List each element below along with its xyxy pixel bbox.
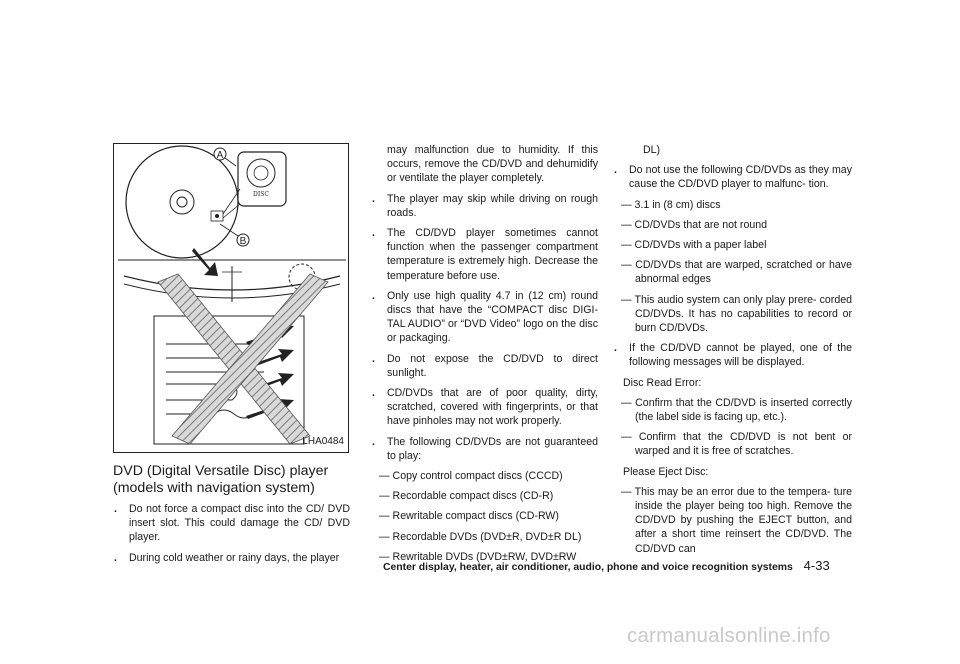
list-item-text: Only use high quality 4.7 in (12 cm) round discs that have the “COMPACT disc DIGI- TAL AUDIO” or “DVD Video” logo on the disc or packaging. [387,289,598,345]
sub-item: — This may be an error due to the tempera- ture inside the player being too high. Remove the CD/DVD by pushing the EJECT button, and after a short time reinsert the CD/DVD. The CD/DVD can [621,485,852,555]
footer-chapter-title: Center display, heater, air conditioner, audio, phone and voice recognition systems [383,562,793,573]
disc-illustration-graphic [114,144,350,454]
list-item-text: The CD/DVD player sometimes cannot function when the passenger compartment temperature is extremely high. Decrease the temperature before use. [387,227,598,282]
list-item-text: Do not expose the CD/DVD to direct sunlight. [387,352,598,379]
continuation-text: may malfunction due to humidity. If this occurs, remove the CD/DVD and dehumidify or ventilate the player completely. [387,144,598,185]
list-item-text: CD/DVDs that are of poor quality, dirty, scratched, covered with fingerprints, or that have pinholes may not work properly. [387,387,598,428]
sub-item: — 3.1 in (8 cm) discs [621,198,721,211]
list-item-text: If the CD/DVD cannot be played, one of the following messages will be displayed. [629,342,852,369]
sub-item: — Confirm that the CD/DVD is not bent or warped and it is free of scratches. [621,431,852,458]
section-heading [113,463,350,496]
disc-illustration [113,143,349,453]
list-item-text: Do not use the following CD/DVDs as they may cause the CD/DVD player to malfunc- tion. [629,164,852,191]
figure-label: LHA0484 [302,436,344,447]
bullet-icon: . [114,551,117,564]
bullet-icon: . [372,435,375,448]
disc-logo-text: DISC [253,191,269,198]
watermark: carmanualsonline.info [627,624,831,647]
list-item [371,352,598,380]
section-heading-line-1: DVD (Digital Versatile Disc) player [113,463,329,479]
list-item [371,289,598,346]
list-item [113,551,350,565]
list-item [371,226,598,283]
sub-item: — Rewritable compact discs (CD-RW) [379,510,559,523]
sub-item: — Recordable DVDs (DVD±R, DVD±R DL) [379,530,582,543]
page-number: 4-33 [803,558,830,573]
bullet-icon: . [614,164,617,177]
column-1 [113,143,350,571]
message-label: Disc Read Error: [623,376,702,389]
sub-item: — Rewritable DVDs (DVD±RW, DVD±RW [379,550,577,563]
list-item [113,502,350,545]
list-item [371,386,598,429]
bullet-icon: . [372,352,375,365]
page-footer [383,560,853,574]
callout-b: B [239,236,247,247]
list-item [371,192,598,220]
sub-item: — This audio system can only play prere- corded CD/DVDs. It has no capabilities to record or burn CD/DVDs. [621,293,852,335]
message-label: Please Eject Disc: [623,465,709,478]
sub-item: — Recordable compact discs (CD-R) [379,490,554,503]
list-item-text: The player may skip while driving on rough roads. [387,192,598,219]
sub-item: — CD/DVDs that are warped, scratched or have abnormal edges [621,259,852,286]
bullet-icon: . [372,192,375,205]
bullet-icon: . [114,503,117,515]
bullet-icon: . [372,227,375,240]
bullet-icon: . [372,387,375,400]
list-item-text: The following CD/DVDs are not guaranteed to play: [387,435,598,462]
bullet-icon: . [614,342,617,355]
list-item [371,435,598,463]
column-3 [613,143,852,562]
list-item-text: Do not force a compact disc into the CD/ DVD insert slot. This could damage the CD/ DVD player. [129,503,350,544]
list-item [613,163,852,191]
sub-item: — CD/DVDs that are not round [621,218,768,231]
column-2 [371,143,598,570]
callout-a: A [216,150,224,161]
sub-item: — CD/DVDs with a paper label [621,239,767,252]
sub-item: — Copy control compact discs (CCCD) [379,470,563,483]
section-heading-line-2: (models with navigation system) [113,479,315,496]
sub-item: — Confirm that the CD/DVD is inserted correctly (the label side is facing up, etc.). [621,396,852,424]
bullet-icon: . [372,289,375,302]
list-item-text: During cold weather or rainy days, the player [129,551,340,564]
continuation-text: DL) [643,144,661,156]
list-item [613,341,852,369]
